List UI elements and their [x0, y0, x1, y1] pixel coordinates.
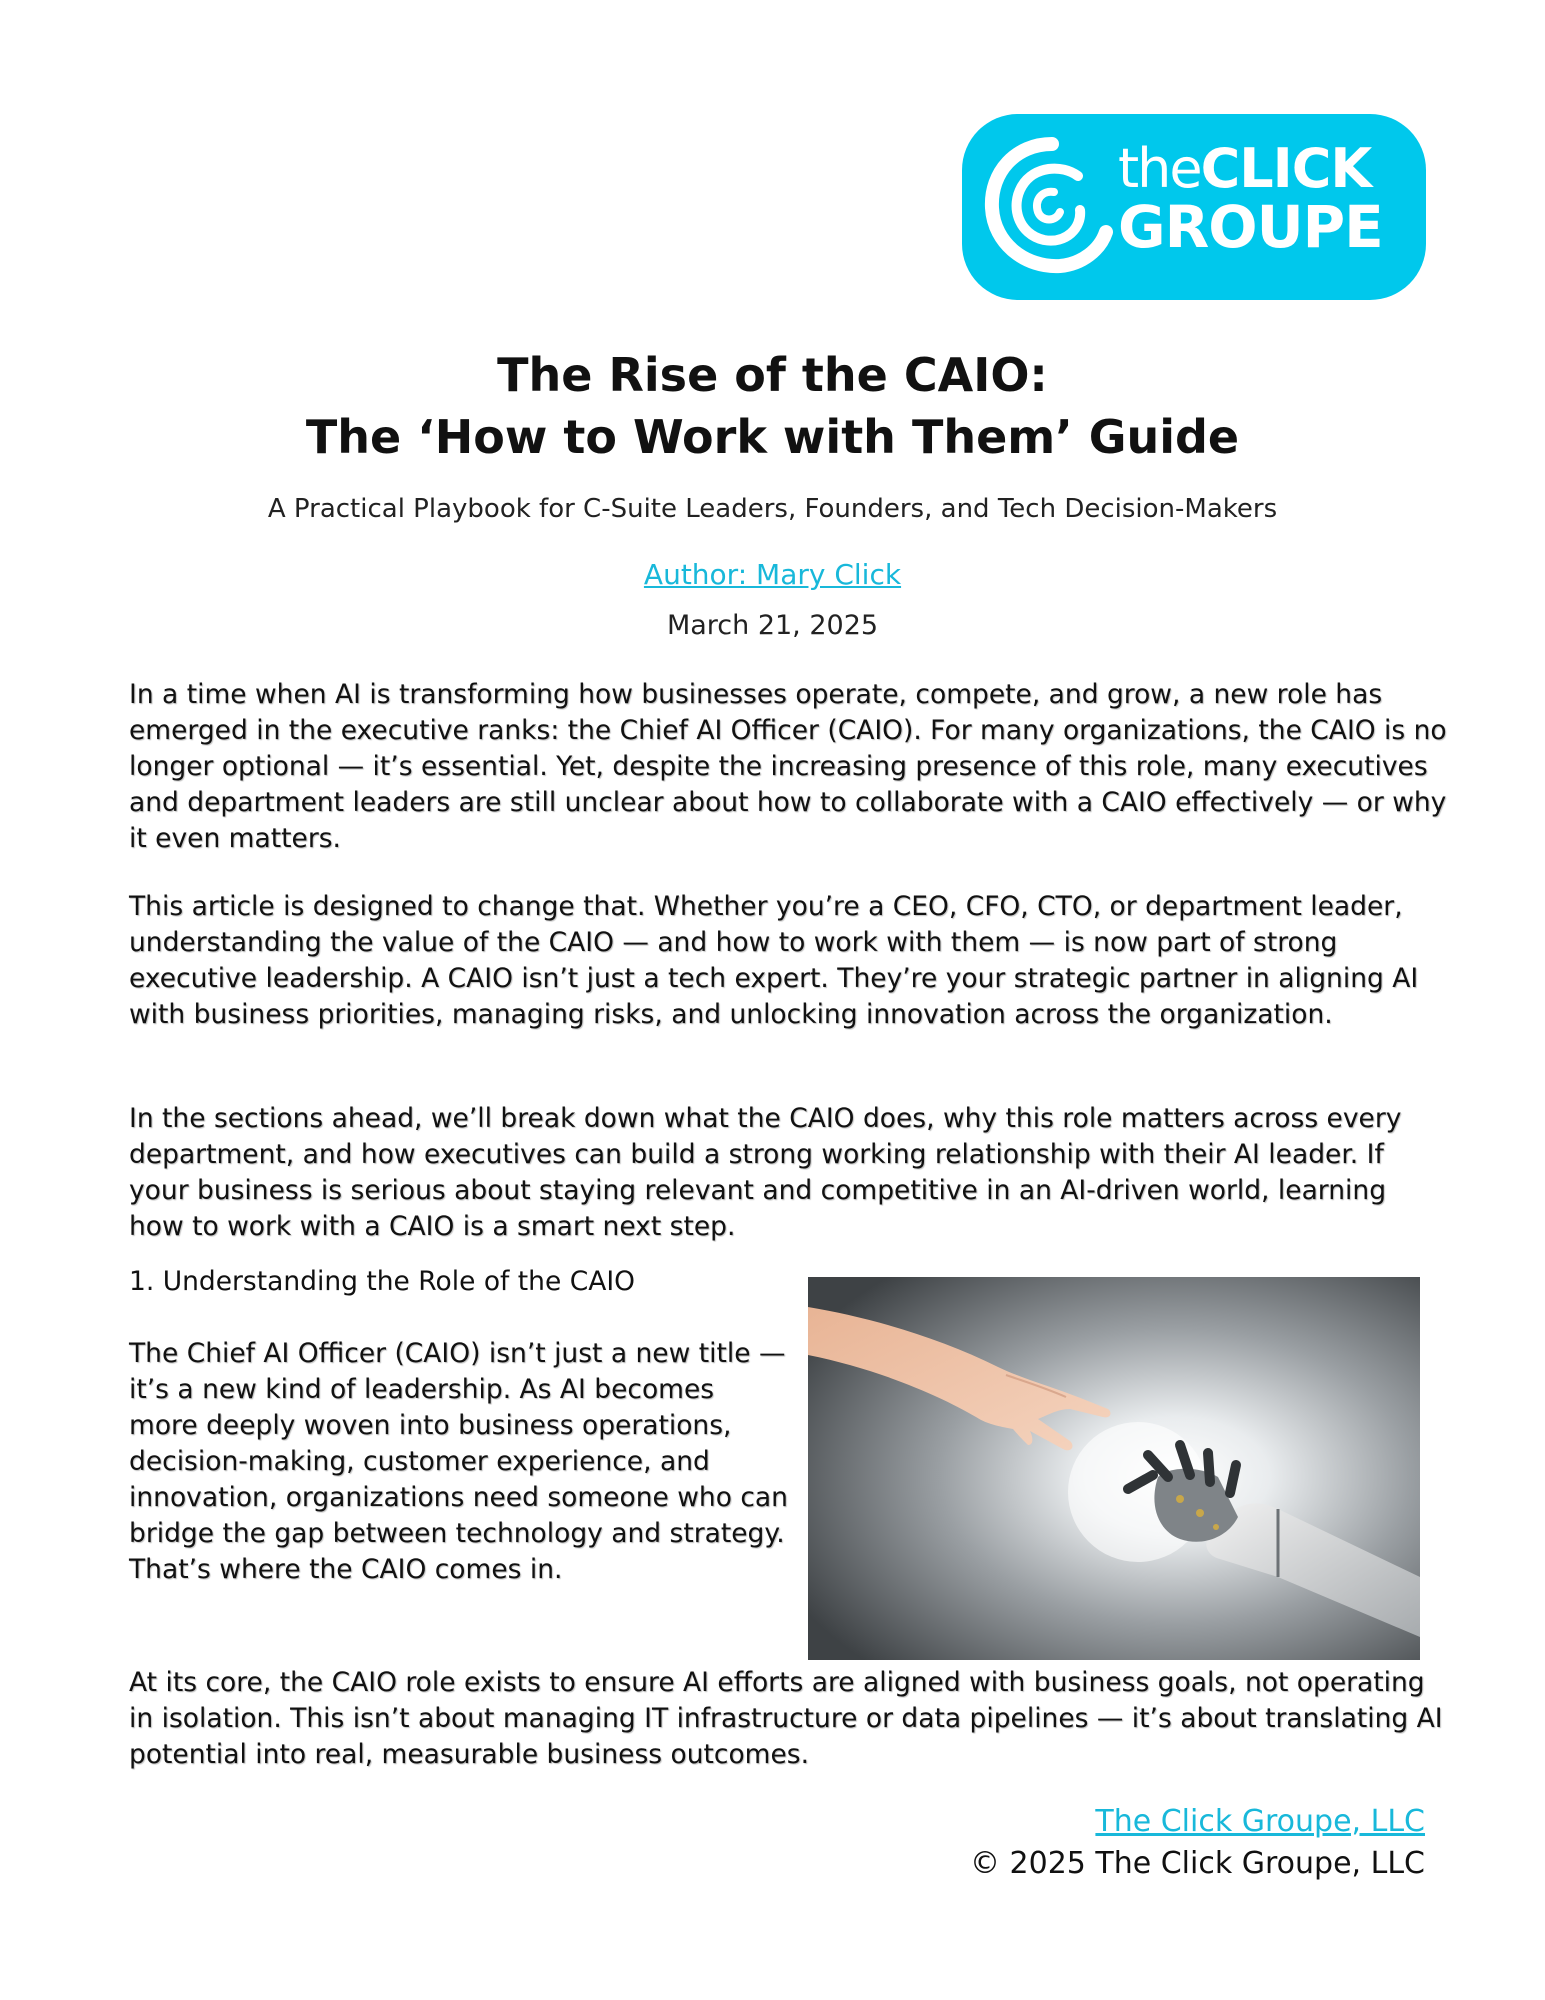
- title-line-2: The ‘How to Work with Them’ Guide: [305, 410, 1240, 464]
- company-link[interactable]: The Click Groupe, LLC: [1095, 1804, 1425, 1839]
- overview-paragraph: In the sections ahead, we’ll break down what the CAIO does, why this role matters across every department, and how executives can build a strong working relationship with their AI leader. If your business is serious about staying relevant and competitive in an AI-driven world, learning how to work with a CAIO is a smart next step.: [129, 1103, 1402, 1242]
- intro-paragraph: In a time when AI is transforming how businesses operate, compete, and grow, a new role has emerged in the executive ranks: the Chief AI Officer (CAIO). For many organizations, the CAIO is no longer optional — it’s essential. Yet, despite the increasing presence of this role, many executives and department leaders are still unclear about how to collaborate with a CAIO effectively — or why it even matters.: [129, 679, 1447, 854]
- section-1: [129, 1264, 789, 1588]
- company-logo: [962, 114, 1426, 300]
- author-line: [0, 558, 1545, 591]
- swirl-icon: [982, 136, 1122, 276]
- human-robot-hands-icon: [808, 1277, 1420, 1660]
- author-link[interactable]: Author: Mary Click: [643, 558, 902, 591]
- section-1-body: The Chief AI Officer (CAIO) isn’t just a new title — it’s a new kind of leadership. As AI becomes more deeply woven into business operations, decision-making, customer experience, and innovation, organizations need someone who can bridge the gap between technology and strategy. That’s where the CAIO comes in.: [129, 1338, 788, 1585]
- logo-the: the: [1118, 137, 1201, 200]
- title-line-1: The Rise of the CAIO:: [497, 348, 1048, 402]
- publish-date: March 21, 2025: [666, 610, 879, 641]
- section-1-heading: 1. Understanding the Role of the CAIO: [129, 1266, 635, 1297]
- page-title: [0, 344, 1545, 468]
- logo-groupe: GROUPE: [1118, 193, 1383, 261]
- page-footer: [970, 1801, 1425, 1885]
- purpose-paragraph: This article is designed to change that. Whether you’re a CEO, CFO, CTO, or department leader, understanding the value of the CAIO — and how to work with them — is now part of strong executive leadership. A CAIO isn’t just a tech expert. They’re your strategic partner in aligning AI with business priorities, managing risks, and unlocking innovation across the organization.: [129, 891, 1419, 1030]
- logo-wordmark: [1118, 137, 1383, 261]
- copyright-notice: © 2025 The Click Groupe, LLC: [969, 1846, 1425, 1881]
- hand-robot-photo: [808, 1277, 1420, 1660]
- core-role-paragraph: At its core, the CAIO role exists to ensure AI efforts are aligned with business goals, not operating in isolation. This isn’t about managing IT infrastructure or data pipelines — it’s about translating AI potential into real, measurable business outcomes.: [129, 1667, 1443, 1770]
- page-subtitle: A Practical Playbook for C-Suite Leaders, Founders, and Tech Decision-Makers: [267, 494, 1278, 524]
- logo-click: CLICK: [1200, 137, 1372, 200]
